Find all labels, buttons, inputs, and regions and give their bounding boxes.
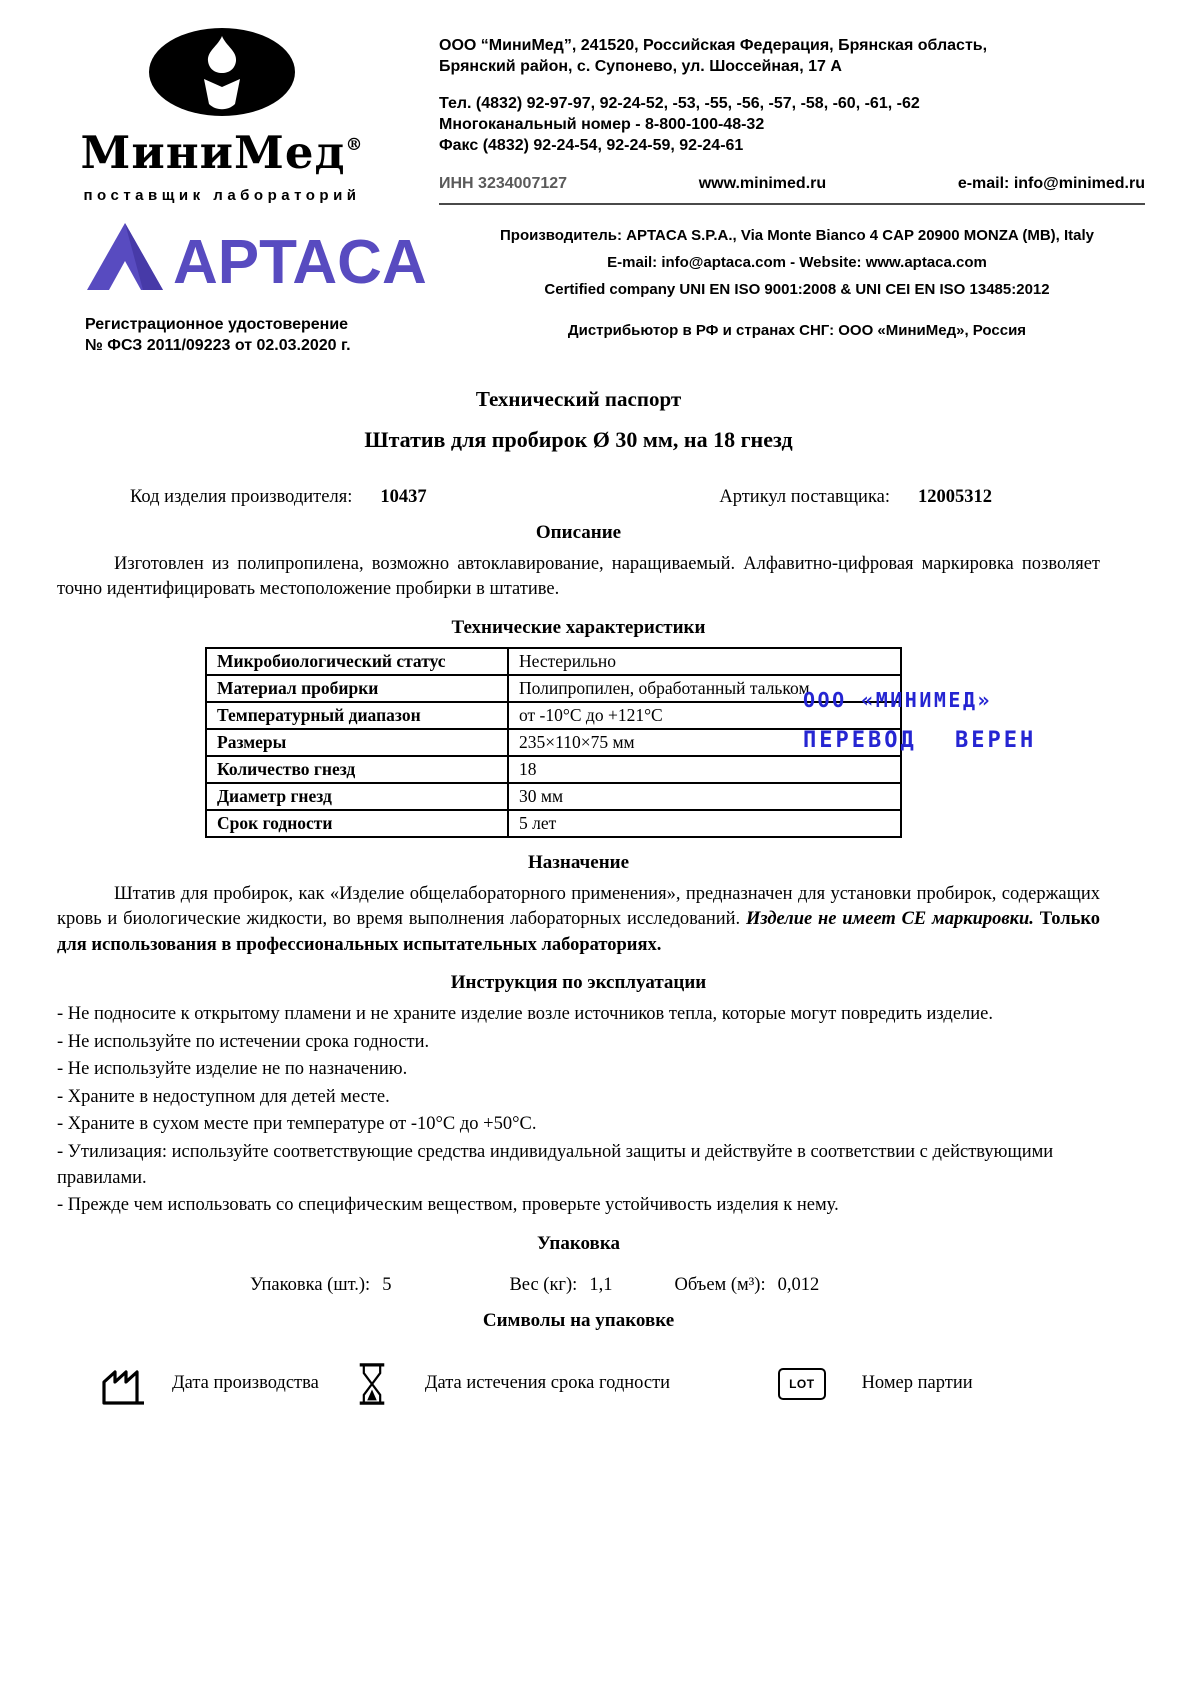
minimed-logo	[57, 25, 387, 205]
packaging-volume-label: Объем (м³):	[674, 1274, 766, 1295]
symbol-label: Номер партии	[861, 1373, 973, 1394]
instruction-item: - Не используйте по истечении срока годности.	[57, 1031, 430, 1052]
document-body	[0, 387, 1200, 1406]
minimed-contact-block	[387, 25, 1145, 205]
stamp-company-line: ООО «МИНИМЕД»	[803, 688, 993, 712]
symbol-lot-number	[778, 1368, 973, 1400]
symbol-expiry-date	[357, 1362, 670, 1406]
address-line-1: ООО “МиниМед”, 241520, Российская Федерация, Брянская область,	[439, 37, 988, 54]
spec-row	[206, 756, 901, 783]
minimed-brand-text: МиниМед	[80, 126, 346, 179]
description-text: Изготовлен из полипропилена, возможно автоклавирование, наращиваемый. Алфавитно-цифровая маркировка позволяет точно идентифицировать местоположение пробирки в штативе.	[57, 553, 1100, 600]
fax-line: Факс (4832) 92-24-54, 92-24-59, 92-24-61	[439, 137, 744, 155]
spec-value: Нестерильно	[508, 648, 901, 675]
symbol-label: Дата истечения срока годности	[424, 1373, 671, 1394]
spec-row	[206, 675, 901, 702]
lot-icon: LOT	[778, 1368, 826, 1400]
registration-certificate	[85, 314, 449, 357]
product-code-label: Код изделия производителя:	[130, 486, 353, 507]
packaging-volume-value: 0,012	[777, 1274, 820, 1295]
spec-label: Размеры	[206, 729, 508, 756]
packaging-weight-value: 1,1	[589, 1274, 613, 1295]
aptaca-block	[57, 219, 449, 357]
instructions-heading: Инструкция по эксплуатации	[450, 972, 707, 994]
hourglass-icon	[357, 1362, 387, 1406]
spec-value: Полипропилен, обработанный тальком	[508, 675, 901, 702]
letterhead-top	[57, 25, 1145, 205]
instruction-item: - Прежде чем использовать со специфическим веществом, проверьте устойчивость изделия к нему.	[57, 1195, 839, 1216]
spec-label: Срок годности	[206, 810, 508, 837]
spec-row	[206, 810, 901, 837]
minimed-tagline: поставщик лабораторий	[83, 187, 361, 204]
spec-table	[205, 647, 902, 838]
supplier-article-value: 12005312	[918, 486, 992, 507]
symbol-manufacture-date	[100, 1363, 319, 1405]
packaging-weight	[509, 1275, 612, 1296]
purpose-heading: Назначение	[527, 851, 630, 873]
letterhead	[0, 0, 1200, 357]
registration-line-2: № ФСЗ 2011/09223 от 02.03.2020 г.	[85, 337, 351, 355]
producer-line: Производитель: APTACA S.P.A., Via Monte Bianco 4 CAP 20900 MONZA (MB), Italy	[500, 226, 1094, 244]
spec-label: Диаметр гнезд	[206, 783, 508, 810]
spec-label: Температурный диапазон	[206, 702, 508, 729]
instruction-item: - Храните в сухом месте при температуре от -10°С до +50°С.	[57, 1114, 537, 1135]
spec-value: 5 лет	[508, 810, 901, 837]
instructions-list	[57, 1002, 1100, 1218]
phone-line: Тел. (4832) 92-97-97, 92-24-52, -53, -55, -56, -57, -58, -60, -61, -62	[439, 95, 920, 113]
symbol-label: Дата производства	[172, 1373, 319, 1394]
address-line-2: Брянский район, с. Супонево, ул. Шоссейная, 17 А	[439, 58, 842, 76]
product-code-value: 10437	[380, 486, 427, 507]
supplier-article	[719, 487, 992, 508]
packaging-heading: Упаковка	[537, 1232, 620, 1254]
spec-value: 30 мм	[508, 783, 901, 810]
translation-stamp	[803, 688, 1036, 753]
description-heading: Описание	[535, 521, 622, 543]
producer-certified-line: Certified company UNI EN ISO 9001:2008 & UNI CEI EN ISO 13485:2012	[544, 280, 1050, 298]
supplier-article-label: Артикул поставщика:	[719, 486, 890, 507]
spec-label: Материал пробирки	[206, 675, 508, 702]
multichannel-line: Многоканальный номер - 8-800-100-48-32	[439, 116, 765, 134]
stamp-verified-line: ПЕРЕВОД ВЕРЕН	[803, 728, 1037, 753]
spec-label: Количество гнезд	[206, 756, 508, 783]
document-title: Технический паспорт	[475, 386, 682, 411]
inn-row	[439, 173, 1145, 205]
packaging-volume	[674, 1275, 819, 1296]
packaging-qty	[250, 1275, 391, 1296]
producer-contact-line: E-mail: info@aptaca.com - Website: www.aptaca.com	[607, 253, 987, 271]
spec-value: 235×110×75 мм	[508, 729, 901, 756]
minimed-email: e-mail: info@minimed.ru	[957, 174, 1145, 192]
inn-value: ИНН 3234007127	[439, 174, 568, 192]
minimed-brand	[57, 126, 387, 179]
producer-block	[449, 219, 1145, 357]
aptaca-logo-text: APTACA	[173, 227, 427, 295]
spec-value: 18	[508, 756, 901, 783]
spec-row	[206, 729, 901, 756]
spec-row	[206, 648, 901, 675]
registered-trademark-mark: ®	[345, 135, 364, 155]
purpose-text	[57, 882, 1100, 959]
symbols-heading: Символы на упаковке	[482, 1309, 675, 1331]
purpose-text-normal: Штатив для пробирок, как «Изделие общелабораторного применения», предназначен для установки пробирок, содержащих кровь и биологические жидкости, во время выполнения лабораторных исследований.	[57, 883, 1100, 930]
minimed-website: www.minimed.ru	[698, 174, 827, 192]
letterhead-manufacturer	[57, 219, 1145, 357]
specs-heading: Технические характеристики	[451, 616, 706, 638]
spec-row	[206, 702, 901, 729]
code-row	[57, 487, 1100, 508]
purpose-text-bold: Только для использования в профессиональных испытательных лабораториях.	[57, 909, 1101, 955]
document-subtitle: Штатив для пробирок Ø 30 мм, на 18 гнезд	[364, 426, 793, 452]
factory-icon	[100, 1363, 148, 1405]
instruction-item: - Не подносите к открытому пламени и не храните изделие возле источников тепла, которые могут повредить изделие.	[57, 1004, 994, 1025]
aptaca-logo	[85, 219, 449, 295]
instruction-item: - Утилизация: используйте соответствующие средства индивидуальной защиты и действуйте в соответствии с действующими правилами.	[57, 1142, 1054, 1188]
packaging-qty-value: 5	[382, 1274, 392, 1295]
instruction-item: - Храните в недоступном для детей месте.	[57, 1086, 390, 1107]
distributor-line: Дистрибьютор в РФ и странах СНГ: ООО «МиниМед», Россия	[567, 321, 1027, 339]
purpose-text-emphasis: Изделие не имеет СЕ маркировки.	[745, 909, 1034, 930]
spec-label: Микробиологический статус	[206, 648, 508, 675]
minimed-phones	[439, 93, 1145, 156]
spec-value: от -10°С до +121°С	[508, 702, 901, 729]
registration-line-1: Регистрационное удостоверение	[85, 315, 349, 333]
symbols-row	[57, 1362, 1100, 1406]
product-code	[130, 487, 427, 508]
packaging-row	[57, 1275, 1100, 1296]
packaging-qty-label: Упаковка (шт.):	[250, 1274, 371, 1295]
instruction-item: - Не используйте изделие не по назначению.	[57, 1059, 408, 1080]
minimed-address	[439, 35, 1145, 77]
spec-row	[206, 783, 901, 810]
minimed-flame-icon	[146, 27, 298, 117]
packaging-weight-label: Вес (кг):	[509, 1274, 578, 1295]
